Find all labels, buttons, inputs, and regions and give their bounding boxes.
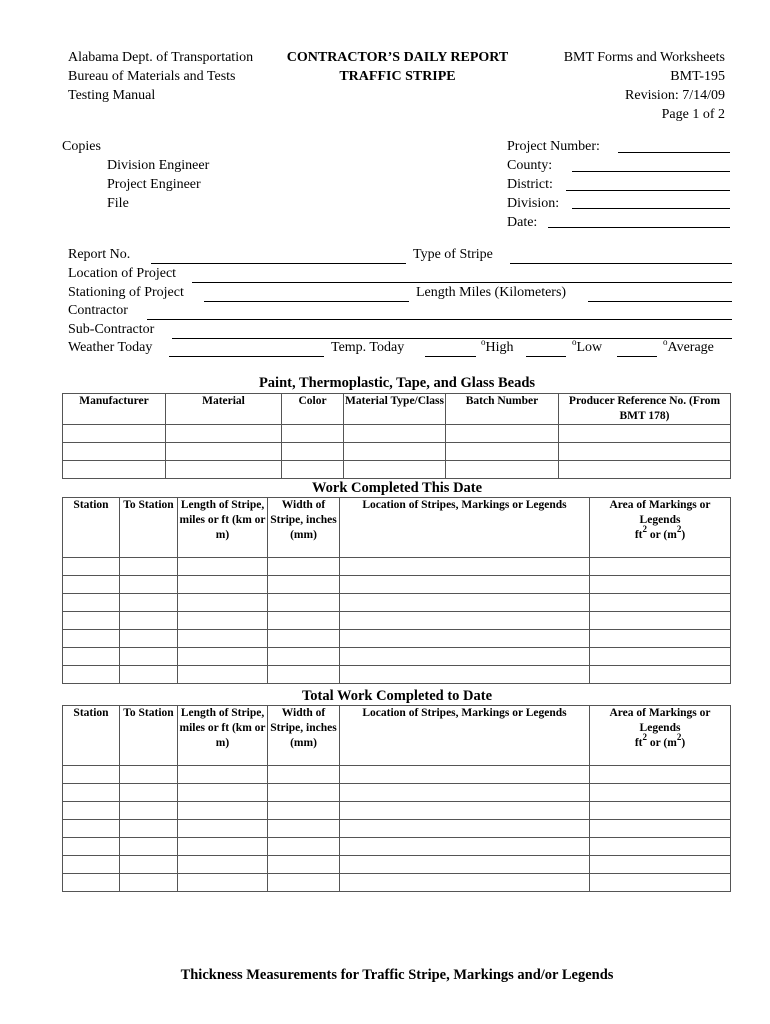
division-field[interactable] <box>572 208 730 209</box>
table-row[interactable] <box>63 802 731 820</box>
agency-block <box>68 48 253 105</box>
table-row[interactable] <box>63 766 731 784</box>
date-label: Date: <box>507 215 538 230</box>
report-no-field[interactable] <box>151 263 406 264</box>
district-field[interactable] <box>566 190 730 191</box>
type-of-stripe-field[interactable] <box>510 263 732 264</box>
copies-label: Copies <box>62 139 101 154</box>
materials-table-title: Paint, Thermoplastic, Tape, and Glass Beads <box>258 375 536 391</box>
header-area: Area of Markings or Legends $ft^2$ or $(m^2)$ <box>590 498 731 558</box>
header-batch-number: Batch Number <box>446 394 559 425</box>
temp-low-field[interactable] <box>526 356 566 357</box>
copy-file: File <box>107 196 129 211</box>
total-work-table <box>62 705 731 892</box>
report-no-label: Report No. <box>68 247 131 262</box>
form-series: BMT Forms and Worksheets <box>563 50 725 65</box>
header-width: Width of Stripe, inches (mm) <box>268 706 340 766</box>
temp-average-field[interactable] <box>617 356 657 357</box>
weather-label: Weather Today <box>68 340 153 355</box>
report-subtitle: TRAFFIC STRIPE <box>339 69 456 84</box>
table-row[interactable] <box>63 820 731 838</box>
stationing-label: Stationing of Project <box>68 285 184 300</box>
work-today-table-title: Work Completed This Date <box>311 480 483 496</box>
stationing-field[interactable] <box>204 301 409 302</box>
work-today-table <box>62 497 731 684</box>
header-length: Length of Stripe, miles or ft (km or m) <box>178 498 268 558</box>
thickness-section-title: Thickness Measurements for Traffic Stripe, Markings and/or Legends <box>180 967 614 983</box>
table-row[interactable] <box>63 594 731 612</box>
table-row[interactable] <box>63 443 731 461</box>
total-work-table-title: Total Work Completed to Date <box>301 688 493 704</box>
sub-contractor-field[interactable] <box>172 338 732 339</box>
high-label: $^o$High <box>481 337 514 355</box>
header-location: Location of Stripes, Markings or Legends <box>340 498 590 558</box>
materials-table <box>62 393 731 479</box>
contractor-label: Contractor <box>68 303 128 318</box>
table-row[interactable] <box>63 576 731 594</box>
header-station: Station <box>63 706 120 766</box>
length-miles-field[interactable] <box>588 301 732 302</box>
table-row[interactable] <box>63 425 731 443</box>
length-miles-label: Length Miles (Kilometers) <box>416 285 567 300</box>
header-station: Station <box>63 498 120 558</box>
header-length: Length of Stripe, miles or ft (km or m) <box>178 706 268 766</box>
average-label: $^o$Average <box>663 337 714 355</box>
project-fields <box>507 137 600 232</box>
table-row[interactable] <box>63 856 731 874</box>
form-info-block <box>564 48 725 124</box>
page-number: Page 1 of 2 <box>661 107 725 122</box>
form-revision: Revision: 7/14/09 <box>625 88 725 103</box>
header-to-station: To Station <box>120 706 178 766</box>
location-label: Location of Project <box>68 266 177 281</box>
table-row[interactable] <box>63 648 731 666</box>
low-label: $^o$Low <box>572 337 603 355</box>
table-row[interactable] <box>63 838 731 856</box>
copies-block <box>62 137 209 213</box>
header-material-type: Material Type/Class <box>344 394 446 425</box>
table-row[interactable] <box>63 784 731 802</box>
table-header-row <box>63 394 731 425</box>
header-area: Area of Markings or Legends $ft^2$ or $(m^2)$ <box>590 706 731 766</box>
agency-line-3: Testing Manual <box>68 88 156 103</box>
degree-symbol: o <box>572 337 577 347</box>
report-title-block <box>275 48 520 86</box>
sub-contractor-label: Sub-Contractor <box>68 322 155 337</box>
division-label: Division: <box>507 196 560 211</box>
temp-high-field[interactable] <box>425 356 476 357</box>
project-number-label: Project Number: <box>507 139 600 154</box>
project-number-field[interactable] <box>618 152 730 153</box>
header-producer-ref: Producer Reference No. (From BMT 178) <box>559 394 731 425</box>
contractor-field[interactable] <box>147 319 732 320</box>
table-row[interactable] <box>63 874 731 892</box>
table-row[interactable] <box>63 612 731 630</box>
header-to-station: To Station <box>120 498 178 558</box>
table-header-row <box>63 498 731 558</box>
agency-line-1: Alabama Dept. of Transportation <box>68 50 254 65</box>
header-color: Color <box>282 394 344 425</box>
header-width: Width of Stripe, inches (mm) <box>268 498 340 558</box>
weather-field[interactable] <box>169 356 324 357</box>
date-field[interactable] <box>548 227 730 228</box>
copy-division-engineer: Division Engineer <box>107 158 210 173</box>
county-field[interactable] <box>572 171 730 172</box>
degree-symbol: o <box>481 337 486 347</box>
table-row[interactable] <box>63 666 731 684</box>
header-location: Location of Stripes, Markings or Legends <box>340 706 590 766</box>
county-label: County: <box>507 158 553 173</box>
agency-line-2: Bureau of Materials and Tests <box>68 69 236 84</box>
header-material: Material <box>166 394 282 425</box>
location-field[interactable] <box>192 282 732 283</box>
district-label: District: <box>507 177 553 192</box>
report-title: CONTRACTOR’S DAILY REPORT <box>286 50 509 65</box>
degree-symbol: o <box>663 337 668 347</box>
form-number: BMT-195 <box>670 69 725 84</box>
table-row[interactable] <box>63 461 731 479</box>
table-row[interactable] <box>63 630 731 648</box>
copy-project-engineer: Project Engineer <box>107 177 201 192</box>
header-manufacturer: Manufacturer <box>63 394 166 425</box>
table-header-row <box>63 706 731 766</box>
temp-label: Temp. Today <box>331 340 405 355</box>
type-of-stripe-label: Type of Stripe <box>413 247 493 262</box>
table-row[interactable] <box>63 558 731 576</box>
